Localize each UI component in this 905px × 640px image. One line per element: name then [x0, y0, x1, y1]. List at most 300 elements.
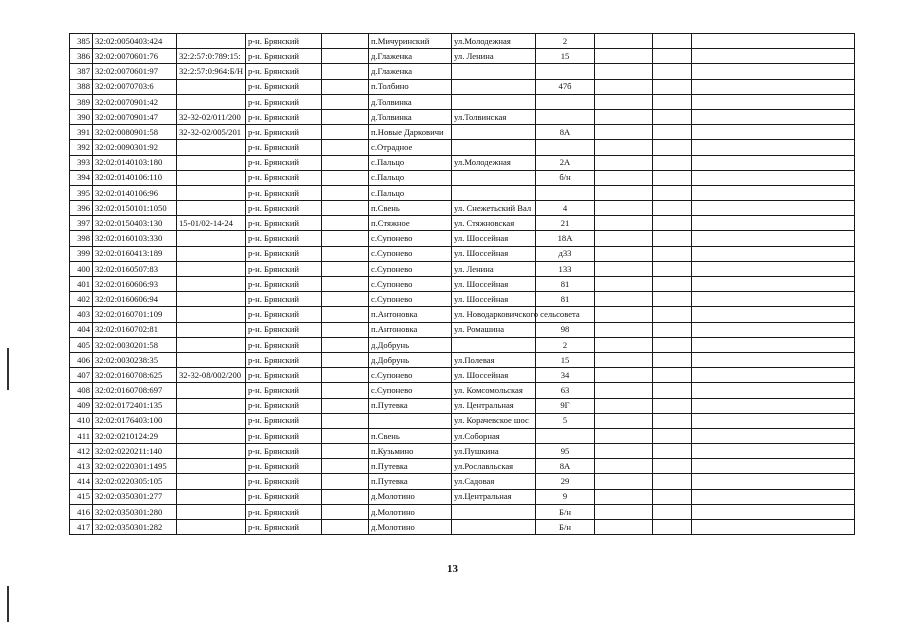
- blank-column-cell: [322, 109, 369, 124]
- street-cell: ул.Садовая: [452, 474, 536, 489]
- blank-column-cell: [322, 231, 369, 246]
- extra-column-3-cell: [692, 216, 855, 231]
- street-cell: ул. Шоссейная: [452, 277, 536, 292]
- cadastral-number-cell: 32:02:0350301:277: [93, 489, 177, 504]
- row-number-cell: 398: [70, 231, 93, 246]
- extra-column-3-cell: [692, 185, 855, 200]
- extra-column-1-cell: [595, 216, 653, 231]
- settlement-cell: д.Молотино: [369, 520, 452, 535]
- street-cell: ул.Соборная: [452, 428, 536, 443]
- registration-number-cell: [177, 504, 246, 519]
- house-number-cell: 9: [536, 489, 595, 504]
- extra-column-1-cell: [595, 49, 653, 64]
- cadastral-number-cell: 32:02:0140106:96: [93, 185, 177, 200]
- registration-number-cell: [177, 322, 246, 337]
- district-cell: р-н. Брянский: [246, 261, 322, 276]
- extra-column-1-cell: [595, 444, 653, 459]
- registration-number-cell: [177, 428, 246, 443]
- cadastral-number-cell: 32:02:0160702:81: [93, 322, 177, 337]
- extra-column-2-cell: [653, 155, 692, 170]
- extra-column-1-cell: [595, 231, 653, 246]
- cadastral-number-cell: 32:02:0150101:1050: [93, 201, 177, 216]
- district-cell: р-н. Брянский: [246, 459, 322, 474]
- row-number-cell: 385: [70, 34, 93, 49]
- cadastral-number-cell: 32:02:0172401:135: [93, 398, 177, 413]
- registration-number-cell: [177, 474, 246, 489]
- house-number-cell: 21: [536, 216, 595, 231]
- registration-number-cell: [177, 413, 246, 428]
- district-cell: р-н. Брянский: [246, 125, 322, 140]
- blank-column-cell: [322, 125, 369, 140]
- row-number-cell: 406: [70, 352, 93, 367]
- registration-number-cell: [177, 140, 246, 155]
- extra-column-1-cell: [595, 79, 653, 94]
- street-cell: ул. Шоссейная: [452, 292, 536, 307]
- registration-number-cell: [177, 201, 246, 216]
- street-cell: [452, 337, 536, 352]
- extra-column-2-cell: [653, 49, 692, 64]
- house-number-cell: 2: [536, 34, 595, 49]
- extra-column-2-cell: [653, 201, 692, 216]
- house-number-cell: 29: [536, 474, 595, 489]
- table-row: [70, 216, 855, 231]
- house-number-cell: [536, 428, 595, 443]
- registration-number-cell: 15-01/02-14-24: [177, 216, 246, 231]
- table-row: [70, 261, 855, 276]
- extra-column-1-cell: [595, 246, 653, 261]
- blank-column-cell: [322, 428, 369, 443]
- extra-column-2-cell: [653, 352, 692, 367]
- extra-column-2-cell: [653, 79, 692, 94]
- row-number-cell: 396: [70, 201, 93, 216]
- left-margin-mark: [7, 586, 9, 622]
- extra-column-3-cell: [692, 459, 855, 474]
- settlement-cell: д.Добрунь: [369, 352, 452, 367]
- extra-column-3-cell: [692, 368, 855, 383]
- settlement-cell: п.Стяжное: [369, 216, 452, 231]
- extra-column-1-cell: [595, 413, 653, 428]
- house-number-cell: 81: [536, 292, 595, 307]
- extra-column-1-cell: [595, 64, 653, 79]
- cadastral-number-cell: 32:02:0160413:189: [93, 246, 177, 261]
- table-row: [70, 352, 855, 367]
- row-number-cell: 405: [70, 337, 93, 352]
- extra-column-2-cell: [653, 125, 692, 140]
- blank-column-cell: [322, 383, 369, 398]
- cadastral-number-cell: 32:02:0070601:97: [93, 64, 177, 79]
- registration-number-cell: [177, 459, 246, 474]
- extra-column-1-cell: [595, 185, 653, 200]
- row-number-cell: 387: [70, 64, 93, 79]
- extra-column-3-cell: [692, 170, 855, 185]
- registration-number-cell: [177, 79, 246, 94]
- table-row: [70, 170, 855, 185]
- district-cell: р-н. Брянский: [246, 352, 322, 367]
- extra-column-1-cell: [595, 337, 653, 352]
- district-cell: р-н. Брянский: [246, 201, 322, 216]
- registration-number-cell: 32-32-02/005/201: [177, 125, 246, 140]
- settlement-cell: с.Супонево: [369, 292, 452, 307]
- extra-column-2-cell: [653, 170, 692, 185]
- house-number-cell: [536, 185, 595, 200]
- street-cell: ул. Шоссейная: [452, 246, 536, 261]
- extra-column-2-cell: [653, 368, 692, 383]
- blank-column-cell: [322, 337, 369, 352]
- cadastral-number-cell: 32:02:0210124:29: [93, 428, 177, 443]
- house-number-cell: 4: [536, 201, 595, 216]
- district-cell: р-н. Брянский: [246, 292, 322, 307]
- cadastral-number-cell: 32:02:0160708:625: [93, 368, 177, 383]
- extra-column-2-cell: [653, 459, 692, 474]
- cadastral-number-cell: 32:02:0160606:94: [93, 292, 177, 307]
- district-cell: р-н. Брянский: [246, 216, 322, 231]
- extra-column-2-cell: [653, 34, 692, 49]
- extra-column-3-cell: [692, 140, 855, 155]
- blank-column-cell: [322, 79, 369, 94]
- row-number-cell: 393: [70, 155, 93, 170]
- settlement-cell: с.Отрадное: [369, 140, 452, 155]
- row-number-cell: 402: [70, 292, 93, 307]
- extra-column-3-cell: [692, 246, 855, 261]
- extra-column-1-cell: [595, 307, 653, 322]
- table-row: [70, 474, 855, 489]
- extra-column-1-cell: [595, 201, 653, 216]
- house-number-cell: Б/н: [536, 520, 595, 535]
- registration-number-cell: [177, 307, 246, 322]
- extra-column-3-cell: [692, 155, 855, 170]
- extra-column-3-cell: [692, 231, 855, 246]
- row-number-cell: 410: [70, 413, 93, 428]
- extra-column-2-cell: [653, 307, 692, 322]
- district-cell: р-н. Брянский: [246, 246, 322, 261]
- extra-column-2-cell: [653, 322, 692, 337]
- registration-number-cell: 32:2:57:0:964:Б/Н: [177, 64, 246, 79]
- street-cell: ул.Толвинская: [452, 109, 536, 124]
- blank-column-cell: [322, 140, 369, 155]
- extra-column-2-cell: [653, 444, 692, 459]
- extra-column-3-cell: [692, 79, 855, 94]
- extra-column-3-cell: [692, 444, 855, 459]
- row-number-cell: 400: [70, 261, 93, 276]
- house-number-cell: 8А: [536, 125, 595, 140]
- extra-column-1-cell: [595, 383, 653, 398]
- table-row: [70, 277, 855, 292]
- registry-table-body: [70, 34, 855, 535]
- registration-number-cell: [177, 277, 246, 292]
- settlement-cell: д.Добрунь: [369, 337, 452, 352]
- house-number-cell: 15: [536, 49, 595, 64]
- table-row: [70, 383, 855, 398]
- registration-number-cell: [177, 444, 246, 459]
- extra-column-1-cell: [595, 428, 653, 443]
- street-cell: ул. Ромашина: [452, 322, 536, 337]
- extra-column-3-cell: [692, 125, 855, 140]
- registration-number-cell: [177, 352, 246, 367]
- cadastral-number-cell: 32:02:0140106:110: [93, 170, 177, 185]
- settlement-cell: п.Толбино: [369, 79, 452, 94]
- cadastral-number-cell: 32:02:0220305:105: [93, 474, 177, 489]
- blank-column-cell: [322, 444, 369, 459]
- district-cell: р-н. Брянский: [246, 520, 322, 535]
- extra-column-1-cell: [595, 155, 653, 170]
- settlement-cell: п.Мичуринский: [369, 34, 452, 49]
- extra-column-2-cell: [653, 337, 692, 352]
- cadastral-number-cell: 32:02:0160606:93: [93, 277, 177, 292]
- blank-column-cell: [322, 474, 369, 489]
- table-row: [70, 185, 855, 200]
- extra-column-2-cell: [653, 216, 692, 231]
- district-cell: р-н. Брянский: [246, 170, 322, 185]
- extra-column-3-cell: [692, 383, 855, 398]
- street-cell: ул.Полевая: [452, 352, 536, 367]
- settlement-cell: д.Глаженка: [369, 49, 452, 64]
- cadastral-number-cell: 32:02:0070703:6: [93, 79, 177, 94]
- settlement-cell: п.Антоновка: [369, 322, 452, 337]
- district-cell: р-н. Брянский: [246, 307, 322, 322]
- cadastral-number-cell: 32:02:0350301:282: [93, 520, 177, 535]
- row-number-cell: 389: [70, 94, 93, 109]
- registration-number-cell: [177, 489, 246, 504]
- extra-column-1-cell: [595, 140, 653, 155]
- row-number-cell: 409: [70, 398, 93, 413]
- street-cell: [452, 504, 536, 519]
- table-row: [70, 155, 855, 170]
- street-cell: [452, 140, 536, 155]
- extra-column-2-cell: [653, 474, 692, 489]
- blank-column-cell: [322, 277, 369, 292]
- table-row: [70, 49, 855, 64]
- extra-column-2-cell: [653, 109, 692, 124]
- street-cell: ул. Комсомольская: [452, 383, 536, 398]
- registration-number-cell: 32-32-08/002/200: [177, 368, 246, 383]
- blank-column-cell: [322, 368, 369, 383]
- district-cell: р-н. Брянский: [246, 140, 322, 155]
- district-cell: р-н. Брянский: [246, 489, 322, 504]
- house-number-cell: 2: [536, 337, 595, 352]
- district-cell: р-н. Брянский: [246, 185, 322, 200]
- street-cell: ул.Центральная: [452, 489, 536, 504]
- cadastral-number-cell: 32:02:0070901:42: [93, 94, 177, 109]
- table-row: [70, 444, 855, 459]
- district-cell: р-н. Брянский: [246, 504, 322, 519]
- registration-number-cell: [177, 185, 246, 200]
- extra-column-3-cell: [692, 109, 855, 124]
- blank-column-cell: [322, 185, 369, 200]
- extra-column-3-cell: [692, 261, 855, 276]
- extra-column-3-cell: [692, 337, 855, 352]
- cadastral-number-cell: 32:02:0350301:280: [93, 504, 177, 519]
- cadastral-number-cell: 32:02:0080901:58: [93, 125, 177, 140]
- extra-column-2-cell: [653, 398, 692, 413]
- settlement-cell: д.Молотино: [369, 489, 452, 504]
- settlement-cell: с.Супонево: [369, 261, 452, 276]
- house-number-cell: 18А: [536, 231, 595, 246]
- settlement-cell: с.Супонево: [369, 246, 452, 261]
- row-number-cell: 411: [70, 428, 93, 443]
- extra-column-1-cell: [595, 368, 653, 383]
- blank-column-cell: [322, 413, 369, 428]
- table-row: [70, 201, 855, 216]
- blank-column-cell: [322, 322, 369, 337]
- table-row: [70, 64, 855, 79]
- table-row: [70, 246, 855, 261]
- cadastral-number-cell: 32:02:0140103:180: [93, 155, 177, 170]
- settlement-cell: п.Свень: [369, 201, 452, 216]
- registration-number-cell: [177, 34, 246, 49]
- street-cell: ул. Стяжновская: [452, 216, 536, 231]
- blank-column-cell: [322, 520, 369, 535]
- house-number-cell: 5: [536, 413, 595, 428]
- blank-column-cell: [322, 49, 369, 64]
- district-cell: р-н. Брянский: [246, 155, 322, 170]
- street-cell: ул. Центральная: [452, 398, 536, 413]
- house-number-cell: 8А: [536, 459, 595, 474]
- settlement-cell: д.Толвинка: [369, 94, 452, 109]
- blank-column-cell: [322, 155, 369, 170]
- row-number-cell: 399: [70, 246, 93, 261]
- blank-column-cell: [322, 34, 369, 49]
- settlement-cell: с.Супонево: [369, 231, 452, 246]
- registration-number-cell: [177, 383, 246, 398]
- house-number-cell: [536, 64, 595, 79]
- district-cell: р-н. Брянский: [246, 64, 322, 79]
- house-number-cell: 15: [536, 352, 595, 367]
- district-cell: р-н. Брянский: [246, 277, 322, 292]
- settlement-cell: д.Толвинка: [369, 109, 452, 124]
- district-cell: р-н. Брянский: [246, 94, 322, 109]
- blank-column-cell: [322, 292, 369, 307]
- street-cell: [452, 94, 536, 109]
- extra-column-3-cell: [692, 292, 855, 307]
- settlement-cell: с.Пальцо: [369, 155, 452, 170]
- settlement-cell: п.Путевка: [369, 398, 452, 413]
- extra-column-2-cell: [653, 504, 692, 519]
- extra-column-2-cell: [653, 231, 692, 246]
- cadastral-number-cell: 32:02:0050403:424: [93, 34, 177, 49]
- settlement-cell: [369, 413, 452, 428]
- settlement-cell: с.Супонево: [369, 368, 452, 383]
- cadastral-number-cell: 32:02:0070901:47: [93, 109, 177, 124]
- district-cell: р-н. Брянский: [246, 428, 322, 443]
- table-row: [70, 428, 855, 443]
- extra-column-2-cell: [653, 185, 692, 200]
- settlement-cell: п.Кузьмино: [369, 444, 452, 459]
- table-row: [70, 79, 855, 94]
- house-number-cell: 95: [536, 444, 595, 459]
- row-number-cell: 407: [70, 368, 93, 383]
- registration-number-cell: [177, 292, 246, 307]
- cadastral-number-cell: 32:02:0160708:697: [93, 383, 177, 398]
- street-cell: ул.Молодежная: [452, 34, 536, 49]
- cadastral-number-cell: 32:02:0160507:83: [93, 261, 177, 276]
- row-number-cell: 394: [70, 170, 93, 185]
- table-row: [70, 109, 855, 124]
- cadastral-number-cell: 32:02:0176403:100: [93, 413, 177, 428]
- registration-number-cell: [177, 231, 246, 246]
- settlement-cell: п.Антоновка: [369, 307, 452, 322]
- extra-column-1-cell: [595, 94, 653, 109]
- table-row: [70, 489, 855, 504]
- row-number-cell: 386: [70, 49, 93, 64]
- extra-column-1-cell: [595, 489, 653, 504]
- extra-column-2-cell: [653, 261, 692, 276]
- extra-column-1-cell: [595, 398, 653, 413]
- cadastral-number-cell: 32:02:0220301:1495: [93, 459, 177, 474]
- blank-column-cell: [322, 216, 369, 231]
- table-row: [70, 34, 855, 49]
- street-cell: [452, 185, 536, 200]
- house-number-cell: 63: [536, 383, 595, 398]
- street-cell: [452, 64, 536, 79]
- house-number-cell: 34: [536, 368, 595, 383]
- district-cell: р-н. Брянский: [246, 322, 322, 337]
- house-number-cell: [536, 140, 595, 155]
- district-cell: р-н. Брянский: [246, 383, 322, 398]
- settlement-cell: п.Свень: [369, 428, 452, 443]
- row-number-cell: 414: [70, 474, 93, 489]
- blank-column-cell: [322, 94, 369, 109]
- house-number-cell: 81: [536, 277, 595, 292]
- table-row: [70, 231, 855, 246]
- row-number-cell: 392: [70, 140, 93, 155]
- district-cell: р-н. Брянский: [246, 79, 322, 94]
- extra-column-1-cell: [595, 474, 653, 489]
- extra-column-2-cell: [653, 140, 692, 155]
- row-number-cell: 390: [70, 109, 93, 124]
- row-number-cell: 404: [70, 322, 93, 337]
- table-row: [70, 504, 855, 519]
- settlement-cell: с.Супонево: [369, 383, 452, 398]
- row-number-cell: 395: [70, 185, 93, 200]
- house-number-cell: [536, 94, 595, 109]
- extra-column-3-cell: [692, 352, 855, 367]
- blank-column-cell: [322, 64, 369, 79]
- house-number-cell: [536, 109, 595, 124]
- house-number-cell: 2А: [536, 155, 595, 170]
- table-row: [70, 140, 855, 155]
- street-cell: [452, 520, 536, 535]
- row-number-cell: 412: [70, 444, 93, 459]
- extra-column-3-cell: [692, 322, 855, 337]
- street-cell: ул. Шоссейная: [452, 231, 536, 246]
- registration-number-cell: 32-32-02/011/200: [177, 109, 246, 124]
- row-number-cell: 408: [70, 383, 93, 398]
- table-row: [70, 125, 855, 140]
- registration-number-cell: [177, 155, 246, 170]
- district-cell: р-н. Брянский: [246, 49, 322, 64]
- district-cell: р-н. Брянский: [246, 444, 322, 459]
- street-cell: [452, 170, 536, 185]
- settlement-cell: п.Новые Дарковичи: [369, 125, 452, 140]
- table-row: [70, 398, 855, 413]
- blank-column-cell: [322, 352, 369, 367]
- district-cell: р-н. Брянский: [246, 398, 322, 413]
- extra-column-2-cell: [653, 428, 692, 443]
- registration-number-cell: [177, 398, 246, 413]
- street-cell: [452, 125, 536, 140]
- blank-column-cell: [322, 201, 369, 216]
- district-cell: р-н. Брянский: [246, 368, 322, 383]
- blank-column-cell: [322, 504, 369, 519]
- row-number-cell: 397: [70, 216, 93, 231]
- extra-column-2-cell: [653, 413, 692, 428]
- street-cell: ул. Снежетьский Вал: [452, 201, 536, 216]
- page-number: 13: [447, 563, 458, 575]
- street-cell: ул.Пушкина: [452, 444, 536, 459]
- table-row: [70, 94, 855, 109]
- district-cell: р-н. Брянский: [246, 337, 322, 352]
- extra-column-1-cell: [595, 459, 653, 474]
